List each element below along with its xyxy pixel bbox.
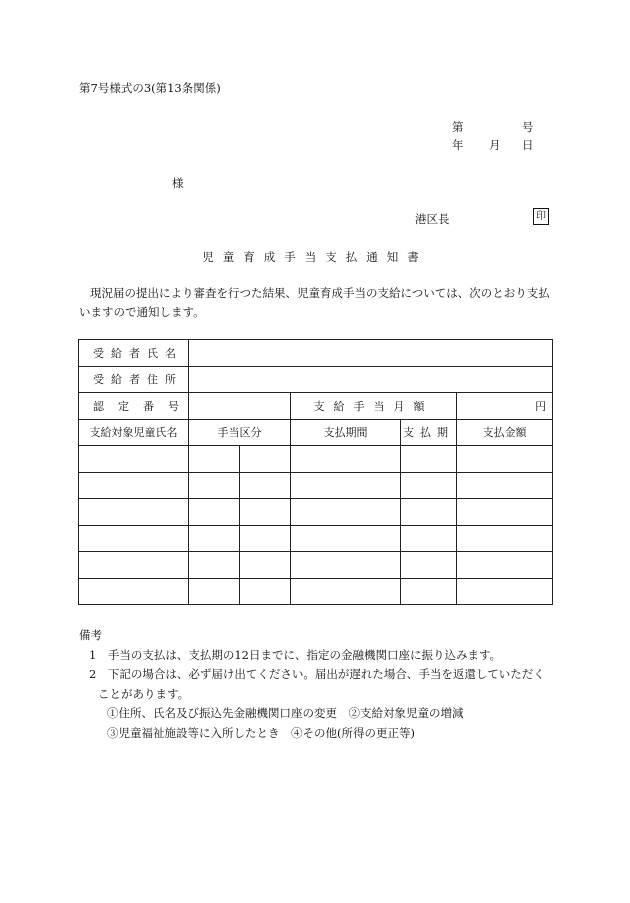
table-row bbox=[79, 393, 553, 420]
header-payment-amount: 支払金額 bbox=[457, 419, 553, 446]
document-title: 児童育成手当支払通知書 bbox=[202, 250, 428, 264]
header-child-name: 支給対象児童氏名 bbox=[79, 419, 189, 446]
note-item: ことがあります。 bbox=[98, 686, 190, 701]
recipient-address-value bbox=[189, 366, 553, 393]
seal-mark: 印 bbox=[533, 208, 549, 225]
table-row bbox=[79, 578, 553, 605]
table-row bbox=[79, 472, 553, 499]
form-id: 第7号様式の3(第13条関係) bbox=[79, 81, 221, 95]
note-item: 1 手当の支払は、支払期の12日までに、指定の金融機関口座に振り込みます。 bbox=[89, 647, 502, 662]
note-item: 2 下記の場合は、必ず届け出てください。届出が遅れた場合、手当を返還していただく bbox=[89, 667, 545, 681]
notes-heading: 備考 bbox=[79, 628, 102, 642]
addressee-suffix: 様 bbox=[172, 176, 184, 190]
yen-unit: 円 bbox=[457, 393, 553, 420]
recipient-name-value bbox=[189, 340, 553, 367]
monthly-amount-label: 支給手当月額 bbox=[291, 393, 457, 420]
document-number bbox=[452, 119, 534, 135]
note-item: ③児童福祉施設等に入所したとき ④その他(所得の更正等) bbox=[107, 725, 415, 740]
table-row bbox=[79, 446, 553, 473]
header-payment-term: 支払期 bbox=[401, 419, 457, 446]
body-paragraph: 現況届の提出により審査を行つた結果、児童育成手当の支給については、次のとおり支払いますので通知します。 bbox=[79, 286, 550, 319]
doc-number-prefix: 第 bbox=[452, 120, 464, 134]
cert-number-value bbox=[189, 393, 291, 420]
table-row bbox=[79, 366, 553, 393]
notes-section bbox=[79, 626, 545, 743]
body-text bbox=[79, 284, 553, 322]
date-day: 日 bbox=[522, 138, 534, 152]
recipient-address-label: 受給者住所 bbox=[79, 366, 189, 393]
header-allowance-type: 手当区分 bbox=[189, 419, 291, 446]
table-header-row bbox=[79, 419, 553, 446]
header-payment-period: 支払期間 bbox=[291, 419, 401, 446]
payment-table bbox=[78, 339, 553, 605]
note-item: ①住所、氏名及び振込先金融機関口座の変更 ②支給対象児童の増減 bbox=[107, 706, 464, 720]
table-row bbox=[79, 499, 553, 526]
date-month: 月 bbox=[489, 138, 501, 152]
issuer-name: 港区長 bbox=[415, 212, 450, 226]
issue-date bbox=[452, 137, 534, 153]
date-year: 年 bbox=[452, 138, 464, 152]
table-row bbox=[79, 552, 553, 579]
recipient-name-label: 受給者氏名 bbox=[79, 340, 189, 367]
doc-number-suffix: 号 bbox=[522, 120, 534, 134]
table-row bbox=[79, 340, 553, 367]
cert-number-label: 認定番号 bbox=[79, 393, 189, 420]
table-row bbox=[79, 525, 553, 552]
